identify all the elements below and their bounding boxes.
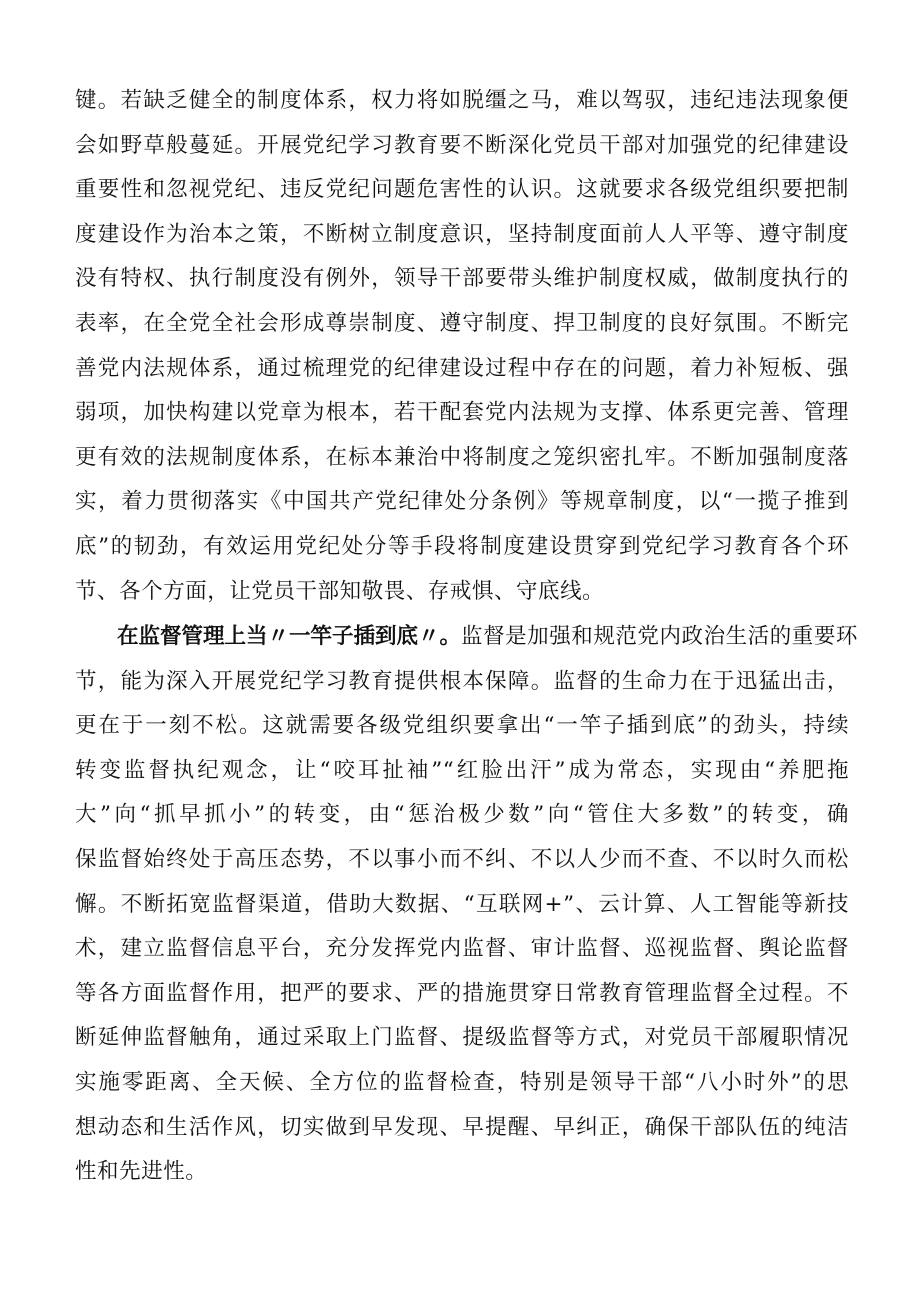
paragraph-line: 键。若缺乏健全的制度体系，权力将如脱缰之马，难以驾驭，违纪违法现象便 xyxy=(75,88,849,113)
paragraph-line: 没有特权、执行制度没有例外，领导干部要带头维护制度权威，做制度执行的 xyxy=(75,266,849,292)
paragraph-line: 度建设作为治本之策，不断树立制度意识，坚持制度面前人人平等、遵守制度 xyxy=(75,221,849,247)
paragraph-line: 术，建立监督信息平台，充分发挥党内监督、审计监督、巡视监督、舆论监督 xyxy=(75,936,849,962)
paragraph-first-line xyxy=(75,615,858,660)
paragraph-line: 懈。不断拓宽监督渠道，借助大数据、“互联网+”、云计算、人工智能等新技 xyxy=(75,891,849,917)
paragraph-supervision xyxy=(75,615,858,1195)
paragraph-line: 实，着力贯彻落实《中国共产党纪律处分条例》等规章制度，以“一揽子推到 xyxy=(75,489,849,515)
paragraph-line: 大”向“抓早抓小”的转变，由“惩治极少数”向“管住大多数”的转变，确 xyxy=(75,802,849,828)
section-heading: 在监督管理上当〃一竿子插到底〃。 xyxy=(117,624,462,649)
paragraph-line: 断延伸监督触角，通过采取上门监督、提级监督等方式，对党员干部履职情况 xyxy=(75,1025,849,1051)
paragraph-first-line-text: 监督是加强和规范党内政治生活的重要环 xyxy=(461,624,858,649)
paragraph-line: 等各方面监督作用，把严的要求、严的措施贯穿日常教育管理监督全过程。不 xyxy=(75,980,849,1006)
paragraph-line: 转变监督执纪观念，让“咬耳扯袖”“红脸出汗”成为常态，实现由“养肥拖 xyxy=(75,757,849,783)
paragraph-line: 底”的韧劲，有效运用党纪处分等手段将制度建设贯穿到党纪学习教育各个环 xyxy=(75,533,849,559)
paragraph-line: 更在于一刻不松。这就需要各级党组织要拿出“一竿子插到底”的劲头，持续 xyxy=(75,713,849,739)
paragraph-line: 更有效的法规制度体系，在标本兼治中将制度之笼织密扎牢。不断加强制度落 xyxy=(75,444,849,470)
paragraph-discipline-system xyxy=(75,79,849,614)
paragraph-line: 想动态和生活作风，切实做到早发现、早提醒、早纠正，确保干部队伍的纯洁 xyxy=(75,1114,849,1140)
paragraph-line: 性和先进性。 xyxy=(75,1159,208,1185)
paragraph-line: 弱项，加快构建以党章为根本，若干配套党内法规为支撑、体系更完善、管理 xyxy=(75,400,849,426)
paragraph-line: 节，能为深入开展党纪学习教育提供根本保障。监督的生命力在于迅猛出击， xyxy=(75,668,849,694)
paragraph-line: 实施零距离、全天候、全方位的监督检查，特别是领导干部“八小时外”的思 xyxy=(75,1069,849,1095)
paragraph-line: 善党内法规体系，通过梳理党的纪律建设过程中存在的问题，着力补短板、强 xyxy=(75,355,849,381)
paragraph-line: 节、各个方面，让党员干部知敬畏、存戒惧、守底线。 xyxy=(75,578,605,604)
paragraph-line: 会如野草般蔓延。开展党纪学习教育要不断深化党员干部对加强党的纪律建设 xyxy=(75,132,849,158)
paragraph-line: 表率，在全党全社会形成尊崇制度、遵守制度、捍卫制度的良好氛围。不断完 xyxy=(75,310,849,336)
paragraph-line: 重要性和忽视党纪、违反党纪问题危害性的认识。这就要求各级党组织要把制 xyxy=(75,177,849,203)
paragraph-line: 保监督始终处于高压态势，不以事小而不纠、不以人少而不查、不以时久而松 xyxy=(75,846,849,872)
